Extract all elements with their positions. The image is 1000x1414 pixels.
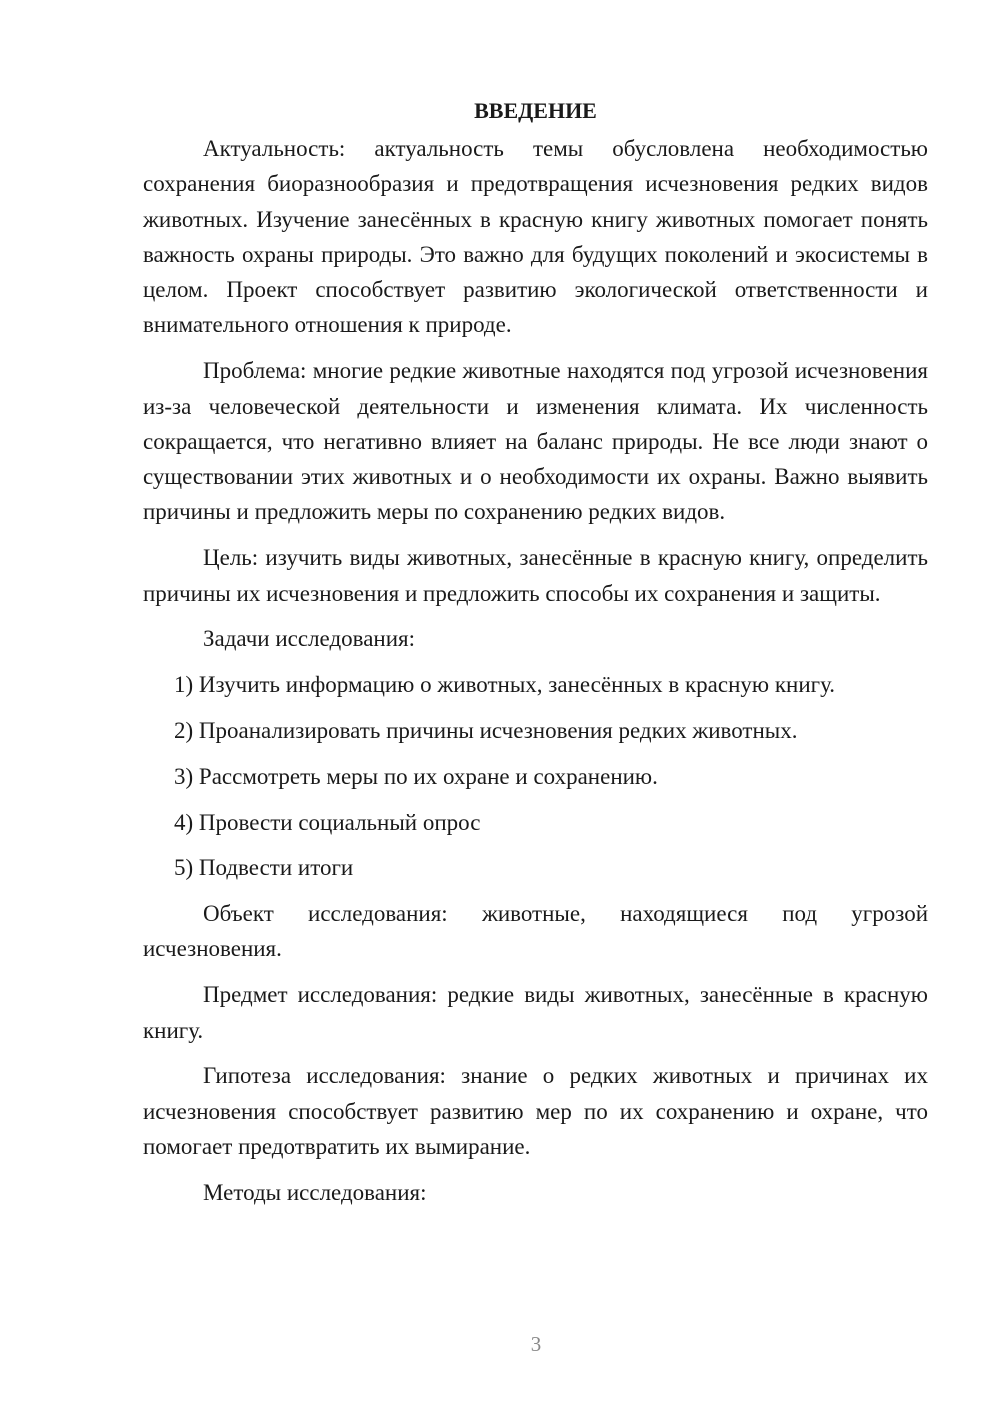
object-paragraph: Объект исследования: животные, находящиеся под угрозой исчезновения. xyxy=(143,901,928,962)
subject-paragraph: Предмет исследования: редкие виды животных, занесённые в красную книгу. xyxy=(143,982,928,1043)
list-item: 4) Провести социальный опрос xyxy=(174,809,481,835)
goal-paragraph: Цель: изучить виды животных, занесённые в красную книгу, определить причины их исчезновения и предложить способы их сохранения и защиты. xyxy=(143,545,928,606)
list-item: 5) Подвести итоги xyxy=(174,855,354,881)
page-number: 3 xyxy=(530,1332,542,1356)
section-heading: ВВЕДЕНИЕ xyxy=(474,98,597,123)
tasks-heading: Задачи исследования: xyxy=(203,626,416,652)
list-item: 2) Проанализировать причины исчезновения редких животных. xyxy=(174,717,798,743)
problem-paragraph: Проблема: многие редкие животные находятся под угрозой исчезновения из-за человеческой деятельности и изменения климата. Их численность сокращается, что негативно влияет на баланс природы. Не все люди знают о существовании этих животных и о необходимости их охраны. Важно выявить причины и предложить меры по сохранению редких видов. xyxy=(143,358,928,525)
methods-heading: Методы исследования: xyxy=(203,1179,427,1205)
tasks-list xyxy=(143,667,928,885)
list-item: 3) Рассмотреть меры по их охране и сохранению. xyxy=(174,763,658,789)
hypothesis-paragraph: Гипотеза исследования: знание о редких животных и причинах их исчезновения способствует развитию мер по их сохранению и охране, что помогает предотвратить их вымирание. xyxy=(143,1063,928,1159)
page-body xyxy=(143,93,928,1221)
relevance-paragraph: Актуальность: актуальность темы обусловлена необходимостью сохранения биоразнообразия и предотвращения исчезновения редких видов животных. Изучение занесённых в красную книгу животных помогает понять важность охраны природы. Это важно для будущих поколений и экосистемы в целом. Проект способствует развитию экологической ответственности и внимательного отношения к природе. xyxy=(143,136,928,338)
list-item: 1) Изучить информацию о животных, занесённых в красную книгу. xyxy=(174,672,836,698)
